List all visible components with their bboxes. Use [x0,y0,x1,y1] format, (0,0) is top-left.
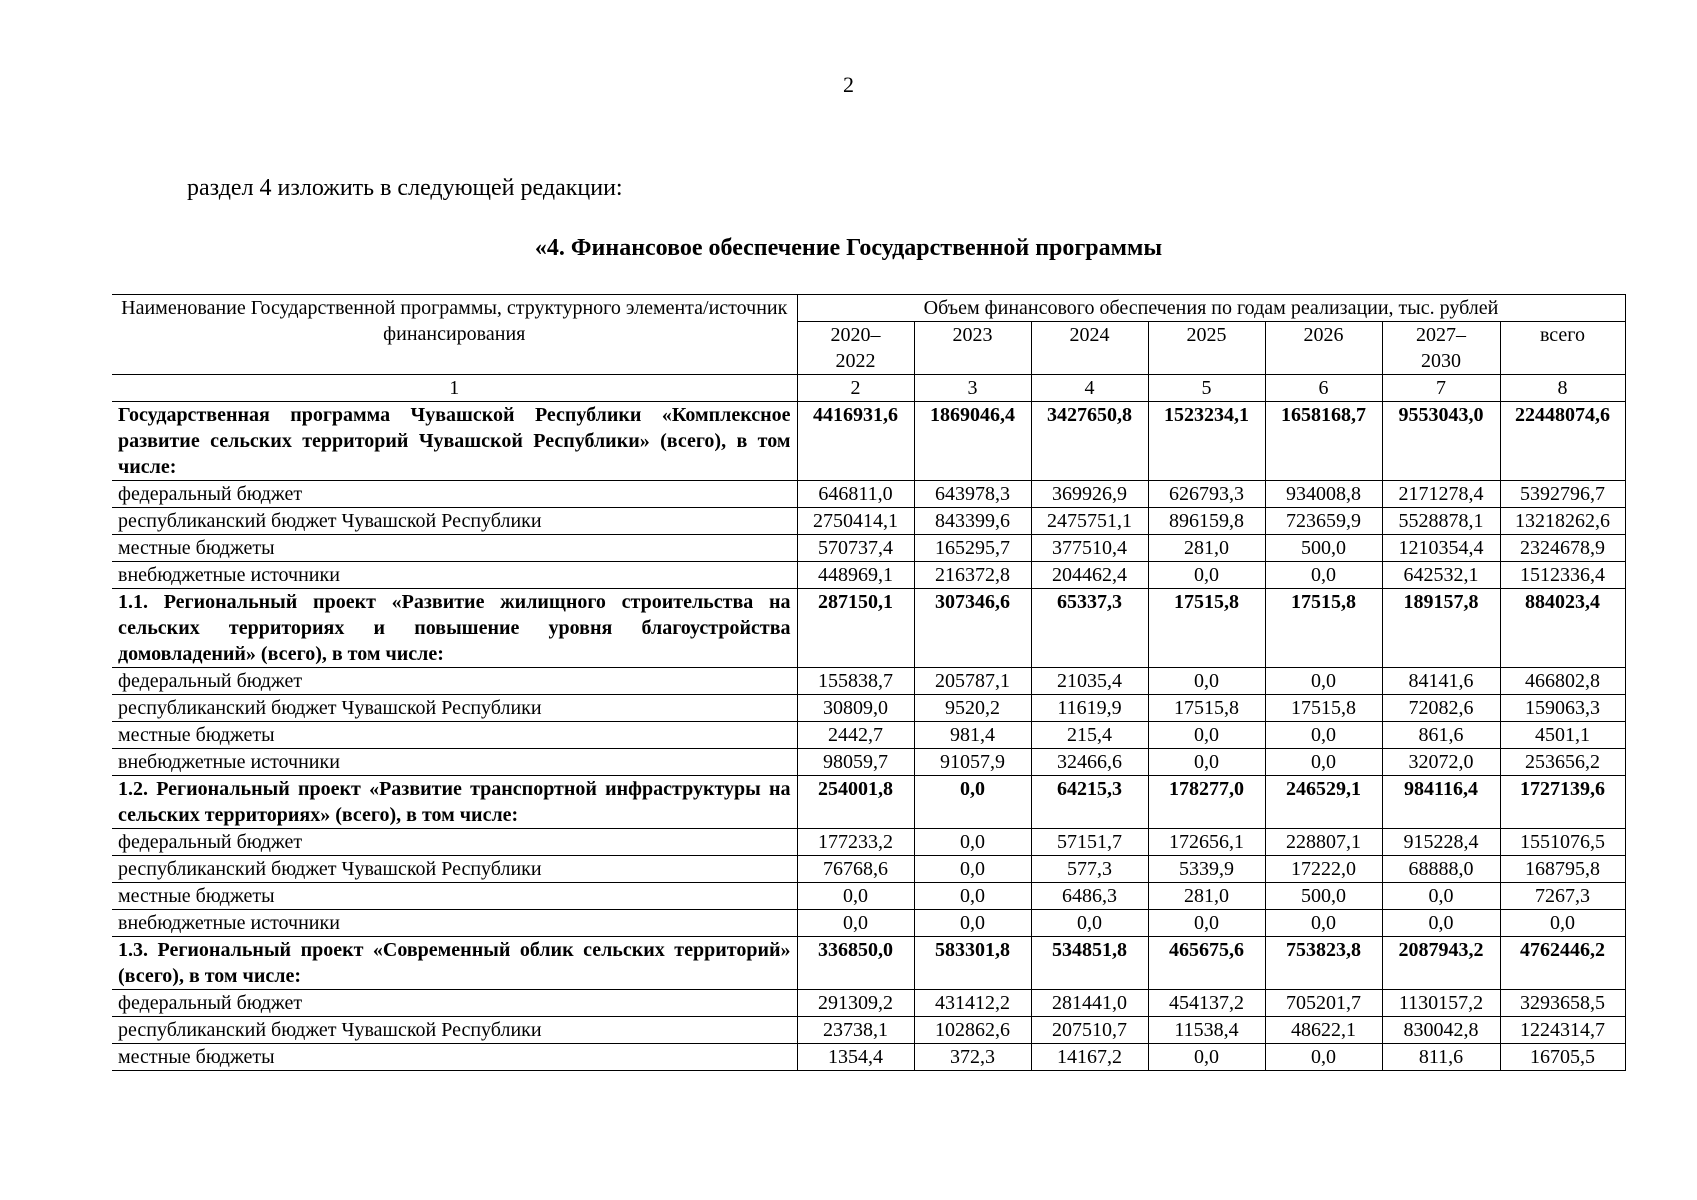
funding-source-row [112,1017,1625,1044]
value-cell: 2442,7 [797,722,914,749]
value-cell: 205787,1 [914,668,1031,695]
value-cell: 1727139,6 [1500,776,1625,829]
value-cell: 454137,2 [1148,990,1265,1017]
value-cell: 0,0 [1265,562,1382,589]
value-cell: 1130157,2 [1382,990,1500,1017]
value-cell: 369926,9 [1031,481,1148,508]
value-cell: 11619,9 [1031,695,1148,722]
value-cell: 843399,6 [914,508,1031,535]
funding-source-row [112,562,1625,589]
value-cell: 91057,9 [914,749,1031,776]
value-cell: 1354,4 [797,1044,914,1071]
value-cell: 287150,1 [797,589,914,668]
value-cell: 102862,6 [914,1017,1031,1044]
value-cell: 448969,1 [797,562,914,589]
value-cell: 0,0 [1500,910,1625,937]
value-cell: 30809,0 [797,695,914,722]
value-cell: 1658168,7 [1265,402,1382,481]
value-cell: 1210354,4 [1382,535,1500,562]
value-cell: 577,3 [1031,856,1148,883]
row-name-cell: федеральный бюджет [112,668,797,695]
value-cell: 934008,8 [1265,481,1382,508]
value-cell: 13218262,6 [1500,508,1625,535]
section-total-row [112,937,1625,990]
value-cell: 57151,7 [1031,829,1148,856]
column-index-cell: 3 [914,375,1031,402]
funding-source-row [112,695,1625,722]
value-cell: 16705,5 [1500,1044,1625,1071]
value-cell: 0,0 [914,776,1031,829]
value-cell: 0,0 [914,883,1031,910]
value-cell: 98059,7 [797,749,914,776]
value-cell: 0,0 [914,856,1031,883]
value-cell: 811,6 [1382,1044,1500,1071]
value-cell: 2750414,1 [797,508,914,535]
value-cell: 500,0 [1265,883,1382,910]
row-name-cell: республиканский бюджет Чувашской Республики [112,695,797,722]
value-cell: 981,4 [914,722,1031,749]
value-cell: 68888,0 [1382,856,1500,883]
row-name-cell: внебюджетные источники [112,910,797,937]
year-column-header: 2023 [914,322,1031,375]
table-header [112,295,1625,375]
value-cell: 4762446,2 [1500,937,1625,990]
value-cell: 2475751,1 [1031,508,1148,535]
column-index-cell: 1 [112,375,797,402]
value-cell: 915228,4 [1382,829,1500,856]
funding-source-row [112,481,1625,508]
value-cell: 0,0 [914,829,1031,856]
column-index-row [112,375,1625,402]
year-column-header: 2025 [1148,322,1265,375]
funding-source-row [112,668,1625,695]
value-cell: 0,0 [1148,562,1265,589]
year-column-header: 2020– 2022 [797,322,914,375]
value-cell: 17515,8 [1265,589,1382,668]
value-cell: 32072,0 [1382,749,1500,776]
value-cell: 0,0 [1148,1044,1265,1071]
value-cell: 0,0 [797,883,914,910]
value-cell: 0,0 [1031,910,1148,937]
column-index-cell: 6 [1265,375,1382,402]
value-cell: 155838,7 [797,668,914,695]
row-name-cell: внебюджетные источники [112,562,797,589]
row-name-cell: республиканский бюджет Чувашской Республики [112,856,797,883]
value-cell: 17222,0 [1265,856,1382,883]
row-name-cell: республиканский бюджет Чувашской Республики [112,1017,797,1044]
section-total-row [112,776,1625,829]
value-cell: 753823,8 [1265,937,1382,990]
value-cell: 228807,1 [1265,829,1382,856]
funding-source-row [112,535,1625,562]
funding-source-row [112,722,1625,749]
value-cell: 165295,7 [914,535,1031,562]
value-cell: 431412,2 [914,990,1031,1017]
value-cell: 17515,8 [1148,695,1265,722]
value-cell: 0,0 [1265,749,1382,776]
name-column-header: Наименование Государственной программы, структурного элемента/источник финансирования [112,295,797,375]
value-cell: 1523234,1 [1148,402,1265,481]
value-cell: 2324678,9 [1500,535,1625,562]
column-index-cell: 4 [1031,375,1148,402]
value-cell: 9520,2 [914,695,1031,722]
value-cell: 3293658,5 [1500,990,1625,1017]
value-cell: 0,0 [914,910,1031,937]
row-name-cell: 1.2. Региональный проект «Развитие транспортной инфраструктуры на сельских территориях» (всего), в том числе: [112,776,797,829]
row-name-cell: внебюджетные источники [112,749,797,776]
value-cell: 23738,1 [797,1017,914,1044]
value-cell: 465675,6 [1148,937,1265,990]
value-cell: 0,0 [1265,668,1382,695]
value-cell: 216372,8 [914,562,1031,589]
value-cell: 253656,2 [1500,749,1625,776]
value-cell: 896159,8 [1148,508,1265,535]
row-name-cell: местные бюджеты [112,722,797,749]
section-total-row [112,589,1625,668]
intro-text: раздел 4 изложить в следующей редакции: [187,175,623,201]
value-cell: 65337,3 [1031,589,1148,668]
value-cell: 307346,6 [914,589,1031,668]
value-cell: 884023,4 [1500,589,1625,668]
value-cell: 4501,1 [1500,722,1625,749]
value-cell: 5392796,7 [1500,481,1625,508]
value-cell: 534851,8 [1031,937,1148,990]
value-cell: 178277,0 [1148,776,1265,829]
value-cell: 168795,8 [1500,856,1625,883]
value-cell: 9553043,0 [1382,402,1500,481]
value-cell: 281441,0 [1031,990,1148,1017]
row-name-cell: местные бюджеты [112,883,797,910]
value-cell: 17515,8 [1148,589,1265,668]
column-index-cell: 7 [1382,375,1500,402]
year-column-header: 2027– 2030 [1382,322,1500,375]
row-name-cell: 1.1. Региональный проект «Развитие жилищного строительства на сельских территориях и повышение уровня благоустройства домовладений» (всего), в том числе: [112,589,797,668]
value-cell: 0,0 [1148,749,1265,776]
value-cell: 48622,1 [1265,1017,1382,1044]
column-index-cell: 2 [797,375,914,402]
funding-volume-header: Объем финансового обеспечения по годам реализации, тыс. рублей [797,295,1625,322]
value-cell: 64215,3 [1031,776,1148,829]
value-cell: 1512336,4 [1500,562,1625,589]
column-index-cell: 8 [1500,375,1625,402]
row-name-cell: Государственная программа Чувашской Республики «Комплексное развитие сельских территорий Чувашской Республики» (всего), в том числе: [112,402,797,481]
value-cell: 372,3 [914,1044,1031,1071]
row-name-cell: местные бюджеты [112,1044,797,1071]
value-cell: 172656,1 [1148,829,1265,856]
value-cell: 984116,4 [1382,776,1500,829]
value-cell: 84141,6 [1382,668,1500,695]
financing-table-container [112,294,1625,1071]
value-cell: 1551076,5 [1500,829,1625,856]
funding-source-row [112,990,1625,1017]
value-cell: 2171278,4 [1382,481,1500,508]
value-cell: 377510,4 [1031,535,1148,562]
value-cell: 72082,6 [1382,695,1500,722]
section-title: «4. Финансовое обеспечение Государственной программы [534,235,1163,261]
value-cell: 246529,1 [1265,776,1382,829]
value-cell: 254001,8 [797,776,914,829]
funding-source-row [112,508,1625,535]
funding-source-row [112,910,1625,937]
value-cell: 159063,3 [1500,695,1625,722]
value-cell: 0,0 [1265,722,1382,749]
year-column-header: всего [1500,322,1625,375]
value-cell: 3427650,8 [1031,402,1148,481]
year-column-header: 2026 [1265,322,1382,375]
value-cell: 6486,3 [1031,883,1148,910]
row-name-cell: 1.3. Региональный проект «Современный облик сельских территорий» (всего), в том числе: [112,937,797,990]
value-cell: 4416931,6 [797,402,914,481]
table-body [112,375,1625,1071]
value-cell: 281,0 [1148,883,1265,910]
value-cell: 1224314,7 [1500,1017,1625,1044]
page-number: 2 [843,72,854,97]
value-cell: 32466,6 [1031,749,1148,776]
value-cell: 204462,4 [1031,562,1148,589]
value-cell: 0,0 [1148,668,1265,695]
year-column-header: 2024 [1031,322,1148,375]
value-cell: 17515,8 [1265,695,1382,722]
value-cell: 642532,1 [1382,562,1500,589]
value-cell: 207510,7 [1031,1017,1148,1044]
value-cell: 0,0 [1265,910,1382,937]
value-cell: 76768,6 [797,856,914,883]
value-cell: 723659,9 [1265,508,1382,535]
value-cell: 583301,8 [914,937,1031,990]
value-cell: 0,0 [1382,883,1500,910]
row-name-cell: республиканский бюджет Чувашской Республики [112,508,797,535]
row-name-cell: федеральный бюджет [112,829,797,856]
row-name-cell: местные бюджеты [112,535,797,562]
value-cell: 189157,8 [1382,589,1500,668]
value-cell: 705201,7 [1265,990,1382,1017]
value-cell: 861,6 [1382,722,1500,749]
value-cell: 466802,8 [1500,668,1625,695]
value-cell: 177233,2 [797,829,914,856]
value-cell: 643978,3 [914,481,1031,508]
value-cell: 5528878,1 [1382,508,1500,535]
value-cell: 2087943,2 [1382,937,1500,990]
value-cell: 215,4 [1031,722,1148,749]
value-cell: 7267,3 [1500,883,1625,910]
funding-source-row [112,829,1625,856]
value-cell: 291309,2 [797,990,914,1017]
value-cell: 336850,0 [797,937,914,990]
value-cell: 0,0 [1382,910,1500,937]
section-total-row [112,402,1625,481]
row-name-cell: федеральный бюджет [112,481,797,508]
value-cell: 0,0 [1148,910,1265,937]
value-cell: 646811,0 [797,481,914,508]
funding-source-row [112,1044,1625,1071]
value-cell: 830042,8 [1382,1017,1500,1044]
funding-source-row [112,749,1625,776]
financing-table [112,294,1626,1071]
row-name-cell: федеральный бюджет [112,990,797,1017]
value-cell: 22448074,6 [1500,402,1625,481]
value-cell: 570737,4 [797,535,914,562]
value-cell: 21035,4 [1031,668,1148,695]
value-cell: 5339,9 [1148,856,1265,883]
value-cell: 0,0 [797,910,914,937]
value-cell: 1869046,4 [914,402,1031,481]
funding-source-row [112,883,1625,910]
value-cell: 281,0 [1148,535,1265,562]
value-cell: 14167,2 [1031,1044,1148,1071]
value-cell: 626793,3 [1148,481,1265,508]
value-cell: 0,0 [1148,722,1265,749]
column-index-cell: 5 [1148,375,1265,402]
value-cell: 0,0 [1265,1044,1382,1071]
value-cell: 500,0 [1265,535,1382,562]
funding-source-row [112,856,1625,883]
value-cell: 11538,4 [1148,1017,1265,1044]
